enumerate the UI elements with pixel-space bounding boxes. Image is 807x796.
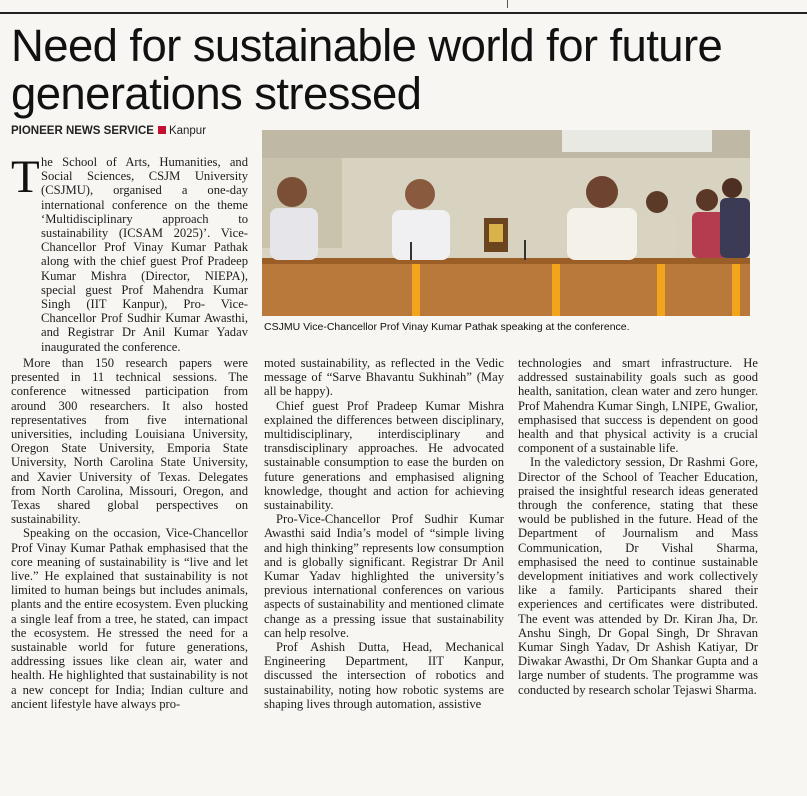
lead-paragraph-block xyxy=(11,151,248,354)
paragraph: In the valedictory session, Dr Rashmi Gore, Director of the School of Teacher Education, praised the insightful research ideas generated through the conference, stating that these would be published in the future. Head of the Department of Journalism and Mass Communication, Dr Vishal Sharma, emphasised the need to continue sustainable development initiatives and work collectively like a family. Participants shared their experiences and certificates were distributed. The event was attended by Dr. Kiran Jha, Dr. Anshu Singh, Dr Gopal Singh, Dr Shravan Kumar Singh Yadav, Dr Ashish Katiyar, Dr Diwakar Awasthi, Dr Om Shankar Gupta and a large number of students. The programme was conducted by research scholar Tejaswi Sharma. xyxy=(518,455,758,697)
top-rule xyxy=(0,12,807,14)
paragraph: Chief guest Prof Pradeep Kumar Mishra explained the differences between disciplinary, multidisciplinary, interdisciplinary and transdisciplinary approaches. He advocated sustainable consumption to ease the burden on future generations and emphasised aligning knowledge, thought and action for achieving sustainability. xyxy=(264,398,504,513)
paragraph: Prof Ashish Dutta, Head, Mechanical Engineering Department, IIT Kanpur, discussed the intersection of robotics and sustainability, noting how robotic systems are shaping lives through automation, assistive xyxy=(264,640,504,711)
paragraph: moted sustainability, as reflected in the Vedic message of “Sarve Bhavantu Sukhinah” (May all be happy). xyxy=(264,356,504,399)
byline-marker xyxy=(158,126,166,134)
photo-caption: CSJMU Vice-Chancellor Prof Vinay Kumar Pathak speaking at the conference. xyxy=(264,321,630,333)
column-2 xyxy=(264,356,504,711)
previous-article-clipped-strip xyxy=(0,0,807,10)
lead-paragraph: he School of Arts, Humanities, and Social Sciences, CSJM University (CSJMU), organised a one-day international conference on the theme ‘Multidisciplinary approach to sustainability (ICSAM 2025)’. Vice-Chancellor Prof Vinay Kumar Pathak along with the chief guest Prof Pradeep Kumar Mishra (Director, NIEPA), special guest Prof Mahendra Kumar Singh (IIT Kanpur), Pro- Vice-Chancellor Prof Sudhir Kumar Awasthi, and Registrar Dr Anil Kumar Yadav inaugurated the conference. xyxy=(41,155,248,354)
byline-source: PIONEER NEWS SERVICE xyxy=(11,125,154,137)
byline xyxy=(11,125,206,137)
column-divider xyxy=(507,0,508,8)
paragraph: Pro-Vice-Chancellor Prof Sudhir Kumar Awasthi said India’s model of “simple living and high thinking” represents low consumption and is globally significant. Registrar Dr Anil Kumar Yadav highlighted the university’s previous international conferences on various aspects of sustainability and mentioned climate change as a pressing issue that sustainability can help resolve. xyxy=(264,512,504,640)
column-1 xyxy=(11,356,248,711)
paragraph: Speaking on the occasion, Vice-Chancellor Prof Vinay Kumar Pathak emphasised that the core meaning of sustainability is “live and let live.” He explained that sustainability is not limited to human beings but includes animals, plants and the entire ecosystem. Even plucking a single leaf from a tree, he stated, can impact the ecosystem. He stressed the need for a sustainable world for future generations, addressing issues like clean air, water and health. He highlighted that sustainability is not a new concept for India; Indian culture and ancient lifestyle have always pro- xyxy=(11,526,248,711)
drop-cap: T xyxy=(11,151,40,203)
headline: Need for sustainable world for future generations stressed xyxy=(11,20,723,119)
conference-photo xyxy=(262,130,750,316)
paragraph: technologies and smart infrastructure. He addressed sustainability goals such as good health, sanitation, clean water and zero hunger. Prof Mahendra Kumar Singh, LNIPE, Gwalior, emphasised that success is dependent on good health and that physical activity is a crucial component of a sustainable life. xyxy=(518,356,758,456)
byline-city: Kanpur xyxy=(168,125,207,137)
paragraph: More than 150 research papers were presented in 11 technical sessions. The conference witnessed participation from around 300 researchers. It also hosted representatives from five international universities, including Louisiana University, Oregon State University, Emporia State University, North Carolina State University, and Xavier University of Texas. Delegates from North Carolina, Missouri, Oregon, and Texas shared global perspectives on sustainability. xyxy=(11,356,248,527)
column-3 xyxy=(518,356,758,697)
